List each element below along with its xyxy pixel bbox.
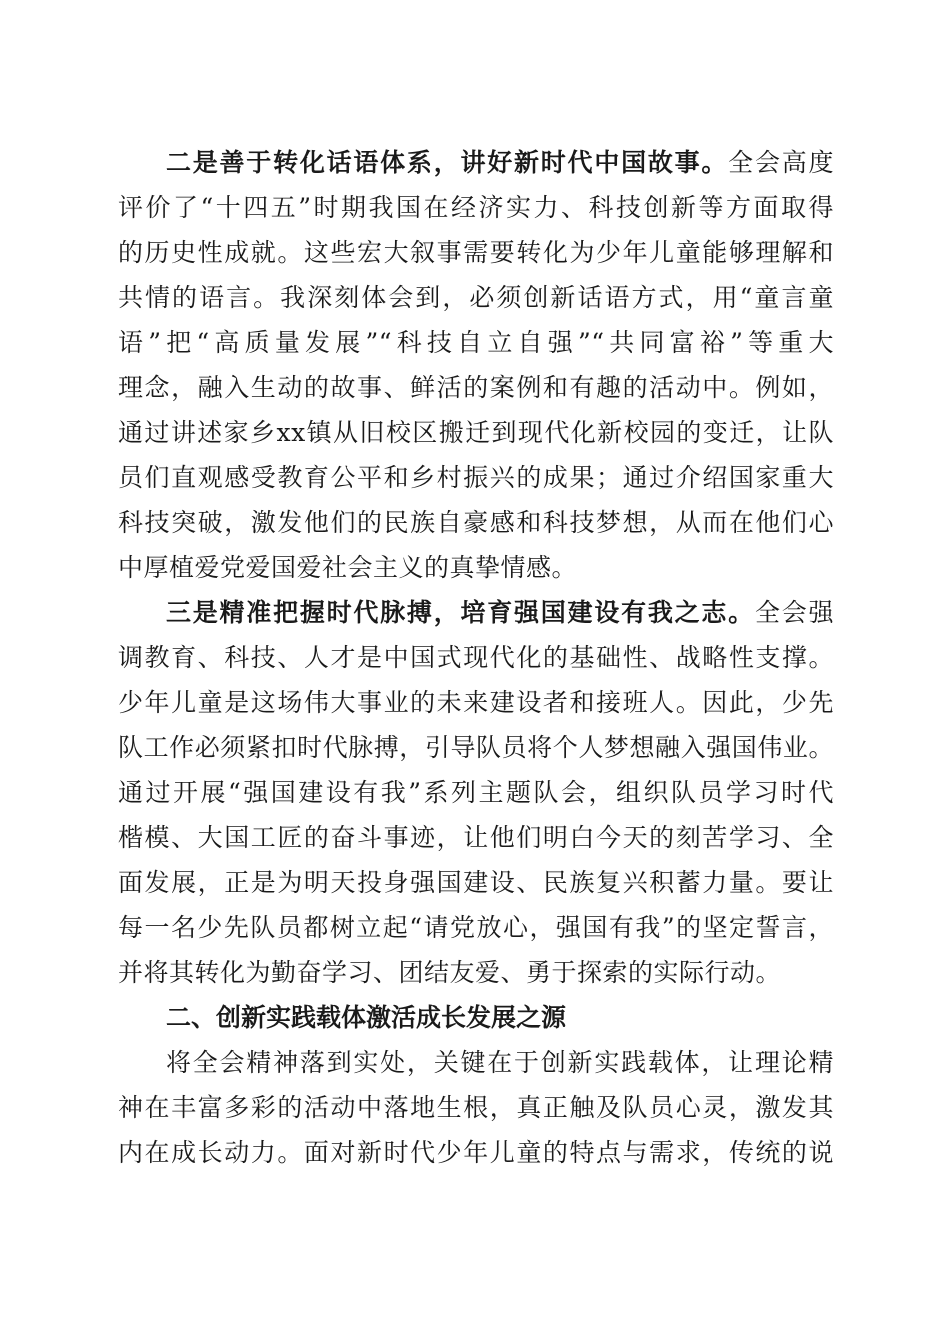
paragraph-2-line-1 (166, 143, 834, 183)
paragraph-2-line-4: 共情的语言。我深刻体会到，必须创新话语方式，用“童言童 (118, 283, 834, 312)
paragraph-3-line-4: 队工作必须紧扣时代脉搏，引导队员将个人梦想融入强国伟业。 (118, 733, 834, 762)
paragraph-2-line-3: 的历史性成就。这些宏大叙事需要转化为少年儿童能够理解和 (118, 238, 834, 267)
paragraph-3-line-5: 通过开展“强国建设有我”系列主题队会，组织队员学习时代 (118, 778, 834, 807)
paragraph-2-line-1-text: 全会高度 (728, 148, 834, 177)
paragraph-3-line-1 (166, 593, 834, 633)
paragraph-3-line-8: 每一名少先队员都树立起“请党放心，强国有我”的坚定誓言， (118, 913, 834, 942)
paragraph-2-line-7: 通过讲述家乡xx镇从旧校区搬迁到现代化新校园的变迁，让队 (118, 418, 834, 447)
paragraph-3-line-3: 少年儿童是这场伟大事业的未来建设者和接班人。因此，少先 (118, 688, 834, 717)
paragraph-2-line-5: 语”把“高质量发展”“科技自立自强”“共同富裕”等重大 (118, 328, 834, 357)
paragraph-3-lead: 三是精准把握时代脉搏，培育强国建设有我之志。 (166, 598, 755, 627)
section-heading: 二、创新实践载体激活成长发展之源 (166, 1003, 567, 1032)
paragraph-2-lead: 二是善于转化话语体系，讲好新时代中国故事。 (166, 148, 729, 177)
paragraph-3-line-7: 面发展，正是为明天投身强国建设、民族复兴积蓄力量。要让 (118, 868, 834, 897)
paragraph-4-line-2: 神在丰富多彩的活动中落地生根，真正触及队员心灵，激发其 (118, 1093, 834, 1122)
paragraph-3-line-9: 并将其转化为勤奋学习、团结友爱、勇于探索的实际行动。 (118, 958, 782, 987)
paragraph-3-line-2: 调教育、科技、人才是中国式现代化的基础性、战略性支撑。 (118, 643, 834, 672)
paragraph-4-line-1: 将全会精神落到实处，关键在于创新实践载体，让理论精 (166, 1048, 834, 1077)
paragraph-3-line-6: 楷模、大国工匠的奋斗事迹，让他们明白今天的刻苦学习、全 (118, 823, 834, 852)
paragraph-2-line-9: 科技突破，激发他们的民族自豪感和科技梦想，从而在他们心 (118, 508, 834, 537)
paragraph-2-line-8: 员们直观感受教育公平和乡村振兴的成果；通过介绍国家重大 (118, 463, 834, 492)
paragraph-2-line-2: 评价了“十四五”时期我国在经济实力、科技创新等方面取得 (118, 193, 834, 222)
paragraph-3-line-1-text: 全会强 (754, 598, 834, 627)
paragraph-4-line-3: 内在成长动力。面对新时代少年儿童的特点与需求，传统的说 (118, 1138, 834, 1167)
paragraph-2-line-6: 理念，融入生动的故事、鲜活的案例和有趣的活动中。例如， (118, 373, 834, 402)
paragraph-2-line-10: 中厚植爱党爱国爱社会主义的真挚情感。 (118, 553, 578, 582)
